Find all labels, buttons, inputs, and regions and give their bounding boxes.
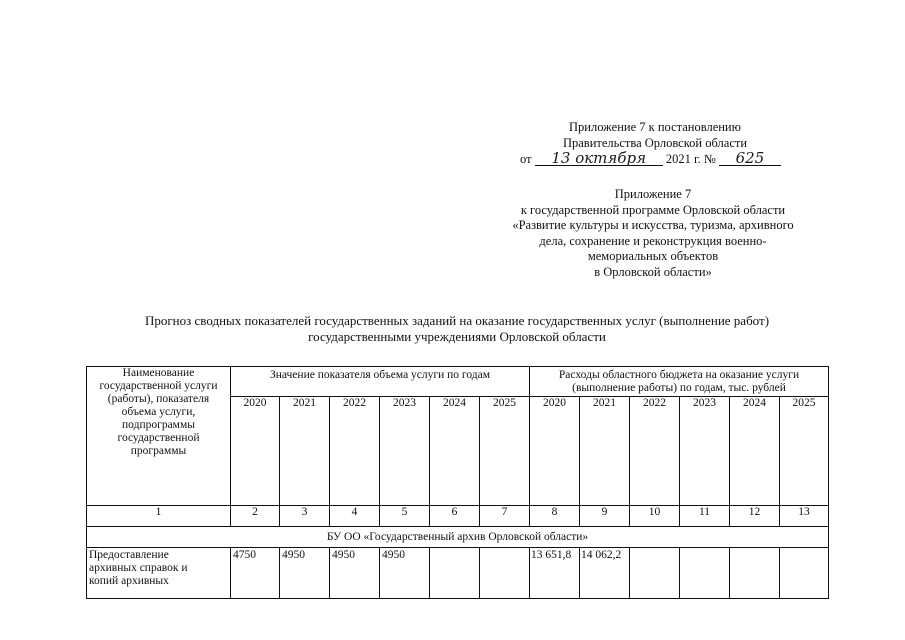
- value-cell: 4950: [330, 548, 380, 599]
- year-cell: 2023: [680, 397, 730, 506]
- program-annex-line: в Орловской области»: [594, 264, 712, 279]
- value-cell: [430, 548, 480, 599]
- value-cell: 4950: [380, 548, 430, 599]
- annex-header-line1: Приложение 7 к постановлению: [569, 120, 741, 134]
- year-cell: 2023: [380, 397, 430, 506]
- column-number: 5: [380, 506, 430, 527]
- year-cell: 2021: [580, 397, 630, 506]
- document-title: [86, 313, 828, 344]
- indicators-table: [86, 366, 829, 599]
- value-cell: [730, 548, 780, 599]
- table-row: [87, 548, 829, 599]
- document-title-line1: Прогноз сводных показателей государственных заданий на оказание государственных услуг (выполнение работ): [144, 313, 770, 328]
- header-name-line: государственной услуги: [99, 380, 218, 392]
- year-label: 2021 г. №: [665, 152, 716, 166]
- program-annex-title: Приложение 7: [614, 187, 692, 201]
- program-annex-line: мемориальных объектов: [587, 249, 719, 263]
- column-number: 7: [480, 506, 530, 527]
- document-title-line2: государственными учреждениями Орловской области: [308, 328, 606, 344]
- year-cell: 2024: [730, 397, 780, 506]
- annex-header-line2: Правительства Орловской области: [562, 135, 748, 150]
- value-cell: 14 062,2: [580, 548, 630, 599]
- year-cell: 2025: [480, 397, 530, 506]
- year-cell: 2021: [280, 397, 330, 506]
- column-number: 9: [580, 506, 630, 527]
- header-name-line: объема услуги,: [121, 406, 196, 418]
- row-name-line: копий архивных: [89, 575, 169, 587]
- header-group-expenses: [530, 367, 829, 397]
- year-cell: 2022: [630, 397, 680, 506]
- annex-header: [500, 120, 810, 151]
- handwritten-date: 13 октября: [535, 151, 663, 166]
- value-cell: [630, 548, 680, 599]
- column-number: 11: [680, 506, 730, 527]
- year-cell: 2020: [231, 397, 280, 506]
- column-number: 3: [280, 506, 330, 527]
- value-cell: 4950: [280, 548, 330, 599]
- value-cell: 13 651,8: [530, 548, 580, 599]
- column-number: 4: [330, 506, 380, 527]
- header-row-groups: [87, 367, 829, 397]
- year-cell: 2020: [530, 397, 580, 506]
- row-name-line: архивных справок и: [89, 562, 188, 574]
- program-annex-line: «Развитие культуры и искусства, туризма, архивного: [512, 218, 794, 232]
- column-number: 1: [87, 506, 231, 527]
- column-number-row: [87, 506, 829, 527]
- header-name-line: подпрограммы: [122, 419, 195, 431]
- header-group-volume: Значение показателя объема услуги по годам: [231, 367, 530, 397]
- section-title: БУ ОО «Государственный архив Орловской области»: [87, 527, 829, 548]
- program-annex: [478, 187, 828, 280]
- column-number: 12: [730, 506, 780, 527]
- column-number: 6: [430, 506, 480, 527]
- program-annex-line: дела, сохранение и реконструкция военно-: [539, 233, 767, 248]
- program-annex-line: к государственной программе Орловской области: [520, 202, 786, 217]
- expenses-header-line1: Расходы областного бюджета на оказание услуги: [558, 369, 800, 381]
- handwritten-number: 625: [719, 151, 781, 166]
- header-name-line: государственной: [117, 432, 200, 444]
- header-cell-name: [87, 367, 231, 506]
- expenses-header-line2: (выполнение работы) по годам, тыс. рублей: [572, 382, 786, 394]
- from-label: от: [520, 152, 532, 166]
- column-number: 8: [530, 506, 580, 527]
- section-row: [87, 527, 829, 548]
- year-cell: 2025: [780, 397, 829, 506]
- annex-date-line: [520, 151, 820, 167]
- header-name-line: Наименование: [122, 367, 195, 379]
- row-name-line: Предоставление: [89, 549, 169, 561]
- value-cell: [780, 548, 829, 599]
- header-name-line: (работы), показателя: [107, 393, 210, 405]
- header-name-line: программы: [130, 445, 187, 457]
- column-number: 2: [231, 506, 280, 527]
- column-number: 10: [630, 506, 680, 527]
- value-cell: [480, 548, 530, 599]
- value-cell: 4750: [231, 548, 280, 599]
- value-cell: [680, 548, 730, 599]
- year-cell: 2022: [330, 397, 380, 506]
- row-name-cell: [87, 548, 231, 599]
- column-number: 13: [780, 506, 829, 527]
- year-cell: 2024: [430, 397, 480, 506]
